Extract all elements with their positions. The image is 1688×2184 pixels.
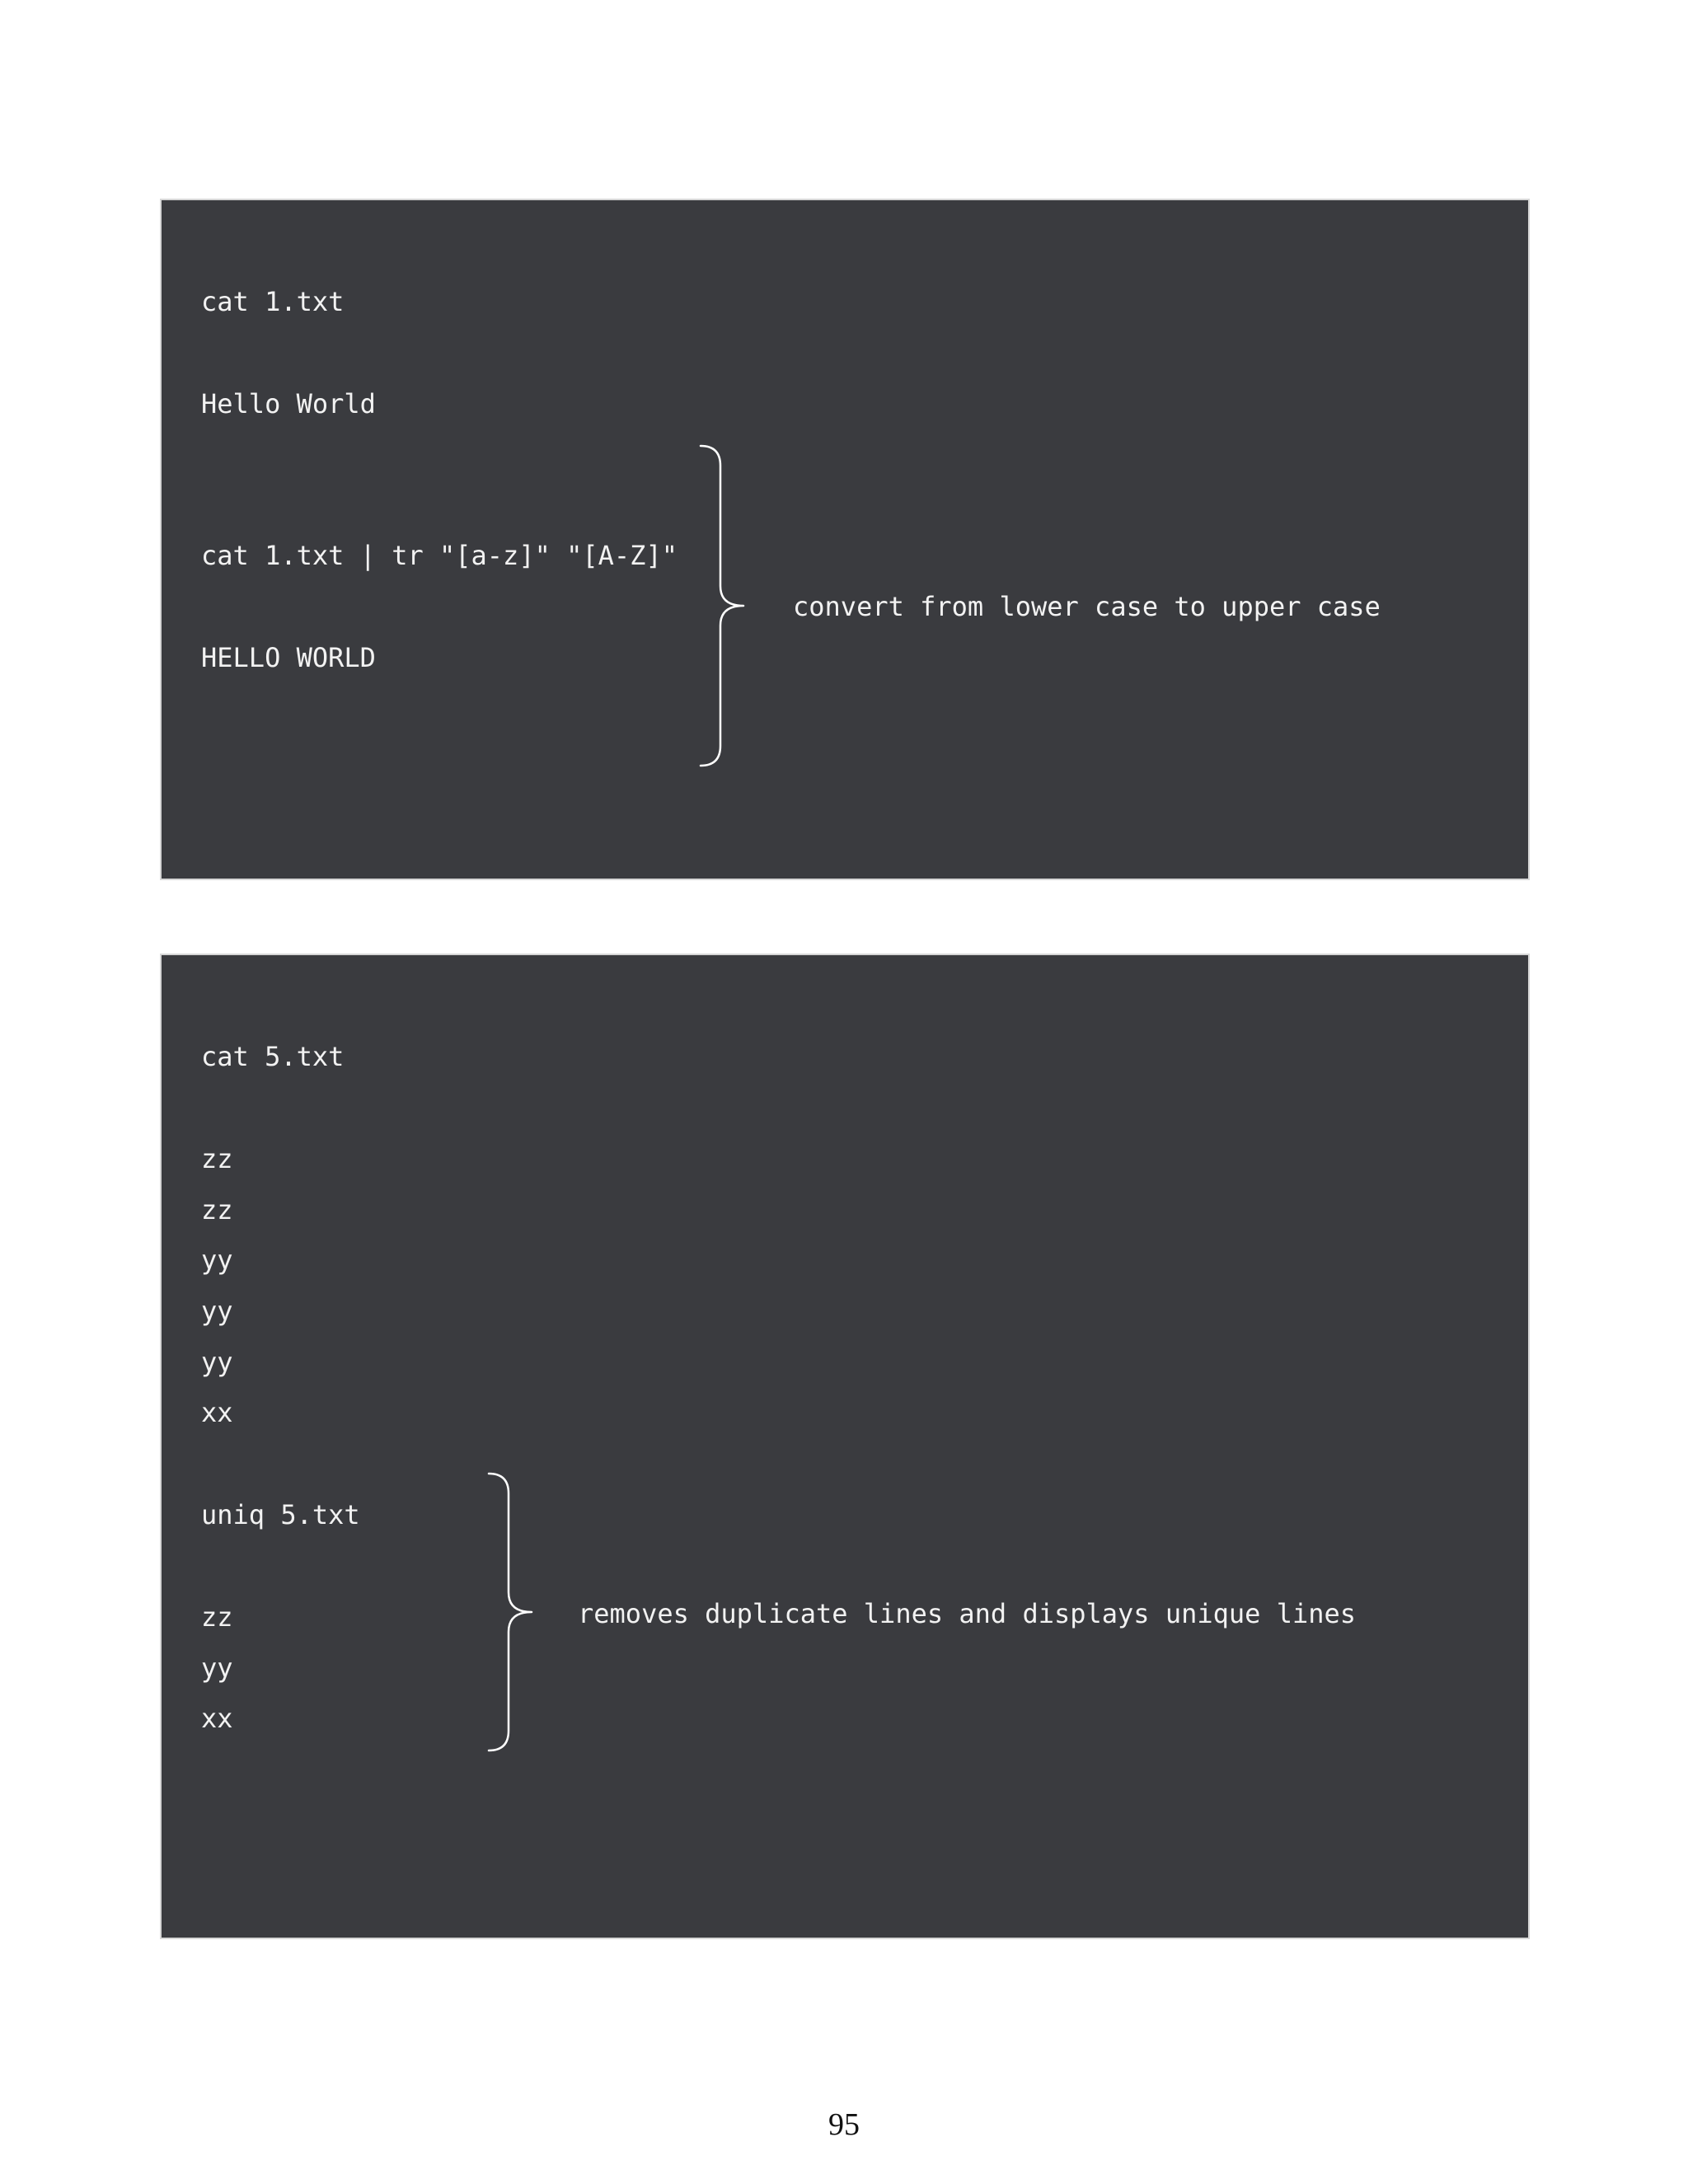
code-line: cat 1.txt | tr "[a-z]" "[A-Z]"	[201, 540, 678, 571]
curly-brace-icon	[697, 444, 755, 767]
code-line: yy	[201, 1347, 233, 1378]
code-panel-tr	[160, 199, 1530, 880]
curly-brace-icon	[485, 1472, 543, 1752]
code-line: yy	[201, 1652, 233, 1684]
code-line: yy	[201, 1244, 233, 1276]
code-line: zz	[201, 1601, 233, 1633]
page-number: 95	[828, 2107, 860, 2142]
code-line: xx	[201, 1397, 233, 1428]
code-line: uniq 5.txt	[201, 1499, 360, 1530]
code-line: zz	[201, 1143, 233, 1174]
code-line: HELLO WORLD	[201, 642, 376, 673]
code-line: cat 5.txt	[201, 1041, 345, 1072]
code-panel-uniq	[160, 954, 1530, 1939]
code-line: Hello World	[201, 388, 376, 419]
code-line: xx	[201, 1703, 233, 1734]
code-line: zz	[201, 1194, 233, 1226]
code-line: yy	[201, 1296, 233, 1327]
code-line: cat 1.txt	[201, 286, 345, 317]
annotation-text: removes duplicate lines and displays unique lines	[578, 1598, 1357, 1629]
annotation-text: convert from lower case to upper case	[793, 591, 1381, 622]
